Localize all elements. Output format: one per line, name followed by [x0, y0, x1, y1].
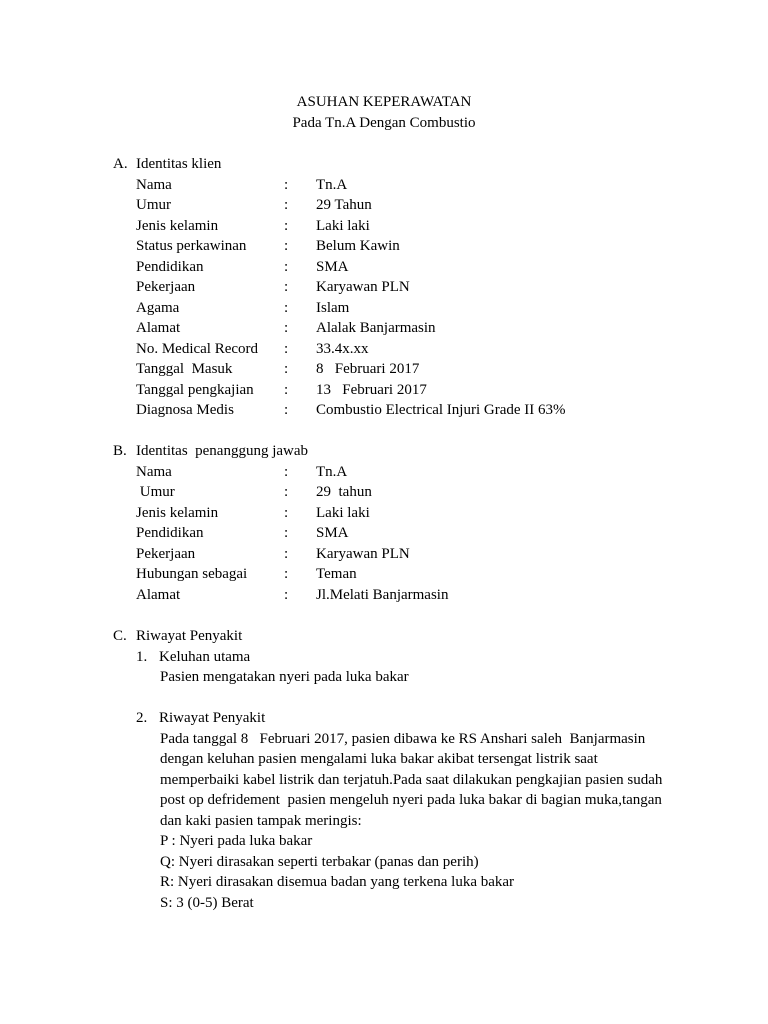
- field-value: Karyawan PLN: [316, 546, 410, 562]
- field-colon: :: [284, 279, 289, 295]
- field-colon: :: [284, 361, 289, 377]
- field-value: Karyawan PLN: [316, 279, 410, 295]
- field-label: Umur: [136, 484, 175, 500]
- field-value: 13 Februari 2017: [316, 382, 427, 398]
- field-colon: :: [284, 197, 289, 213]
- field-colon: :: [284, 259, 289, 275]
- field-colon: :: [284, 341, 289, 357]
- paragraph-line: Q: Nyeri dirasakan seperti terbakar (panas dan perih): [160, 854, 479, 870]
- item-number: 1.: [136, 649, 148, 665]
- item-heading: Riwayat Penyakit: [159, 710, 266, 726]
- document-subtitle: Pada Tn.A Dengan Combustio: [292, 115, 476, 131]
- field-label: Nama: [136, 177, 172, 193]
- field-value: Laki laki: [316, 218, 370, 234]
- paragraph-line: Pada tanggal 8 Februari 2017, pasien dibawa ke RS Anshari saleh Banjarmasin: [160, 731, 646, 747]
- field-label: Pekerjaan: [136, 546, 196, 562]
- field-label: Tanggal pengkajian: [136, 382, 254, 398]
- field-value: 29 tahun: [316, 484, 372, 500]
- paragraph-line: S: 3 (0-5) Berat: [160, 895, 254, 911]
- paragraph-line: P : Nyeri pada luka bakar: [160, 833, 313, 849]
- field-label: Hubungan sebagai: [136, 566, 248, 582]
- field-value: SMA: [316, 259, 349, 275]
- field-label: Umur: [136, 197, 171, 213]
- section-letter: A.: [113, 156, 128, 172]
- field-colon: :: [284, 218, 289, 234]
- paragraph-line: dan kaki pasien tampak meringis:: [160, 813, 362, 829]
- field-value: Tn.A: [316, 177, 348, 193]
- item-heading: Keluhan utama: [159, 649, 251, 665]
- field-label: Jenis kelamin: [136, 505, 219, 521]
- field-colon: :: [284, 566, 289, 582]
- field-colon: :: [284, 484, 289, 500]
- document-title: ASUHAN KEPERAWATAN: [296, 94, 472, 110]
- field-label: Nama: [136, 464, 172, 480]
- field-label: Pendidikan: [136, 259, 204, 275]
- field-colon: :: [284, 546, 289, 562]
- field-value: 33.4x.xx: [316, 341, 369, 357]
- field-value: SMA: [316, 525, 349, 541]
- field-label: Pendidikan: [136, 525, 204, 541]
- field-colon: :: [284, 525, 289, 541]
- paragraph-line: post op defridement pasien mengeluh nyeri pada luka bakar di bagian muka,tangan: [160, 792, 662, 808]
- section-heading: Identitas klien: [136, 156, 222, 172]
- field-colon: :: [284, 320, 289, 336]
- field-label: Agama: [136, 300, 180, 316]
- field-value: 29 Tahun: [316, 197, 372, 213]
- paragraph-line: R: Nyeri dirasakan disemua badan yang terkena luka bakar: [160, 874, 515, 890]
- field-colon: :: [284, 300, 289, 316]
- paragraph-line: memperbaiki kabel listrik dan terjatuh.Pada saat dilakukan pengkajian pasien sudah: [160, 772, 663, 788]
- field-value: 8 Februari 2017: [316, 361, 420, 377]
- field-value: Combustio Electrical Injuri Grade II 63%: [316, 402, 566, 418]
- paragraph-line: dengan keluhan pasien mengalami luka bakar akibat tersengat listrik saat: [160, 751, 598, 767]
- section-heading: Identitas penanggung jawab: [136, 443, 309, 459]
- field-colon: :: [284, 402, 289, 418]
- section-letter: C.: [113, 628, 127, 644]
- field-colon: :: [284, 238, 289, 254]
- field-label: No. Medical Record: [136, 341, 259, 357]
- item-number: 2.: [136, 710, 148, 726]
- field-value: Teman: [316, 566, 357, 582]
- field-label: Status perkawinan: [136, 238, 247, 254]
- field-value: Alalak Banjarmasin: [316, 320, 436, 336]
- field-label: Pekerjaan: [136, 279, 196, 295]
- field-colon: :: [284, 382, 289, 398]
- section-letter: B.: [113, 443, 127, 459]
- field-label: Diagnosa Medis: [136, 402, 234, 418]
- field-value: Islam: [316, 300, 350, 316]
- item-text: Pasien mengatakan nyeri pada luka bakar: [160, 669, 409, 685]
- field-colon: :: [284, 177, 289, 193]
- field-colon: :: [284, 505, 289, 521]
- field-value: Belum Kawin: [316, 238, 400, 254]
- field-label: Alamat: [136, 587, 181, 603]
- field-label: Tanggal Masuk: [136, 361, 233, 377]
- section-heading: Riwayat Penyakit: [136, 628, 243, 644]
- field-value: Jl.Melati Banjarmasin: [316, 587, 449, 603]
- field-label: Jenis kelamin: [136, 218, 219, 234]
- field-value: Laki laki: [316, 505, 370, 521]
- field-label: Alamat: [136, 320, 181, 336]
- field-colon: :: [284, 464, 289, 480]
- field-colon: :: [284, 587, 289, 603]
- field-value: Tn.A: [316, 464, 348, 480]
